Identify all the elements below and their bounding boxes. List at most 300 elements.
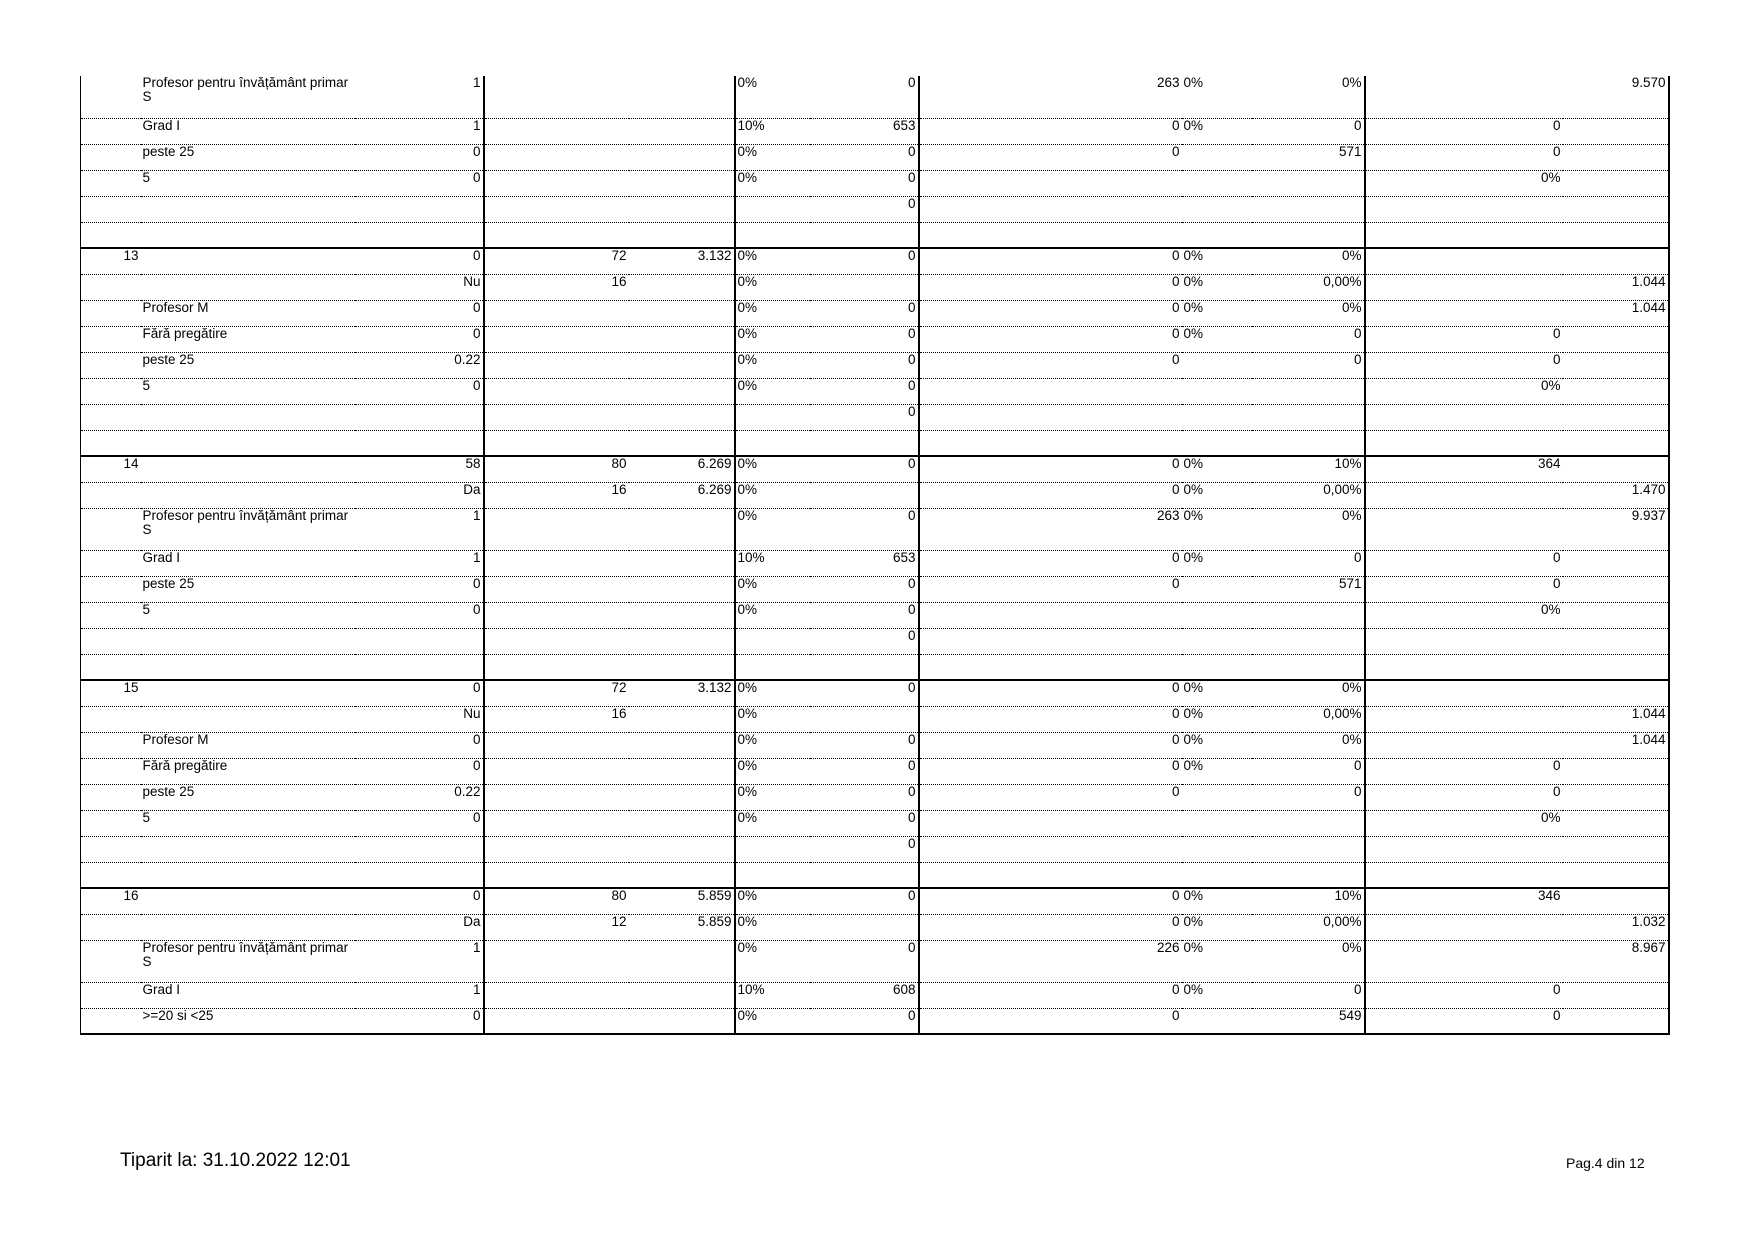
percent-cell: 0% <box>735 914 810 940</box>
value-cell: 0% <box>1252 248 1365 274</box>
value-cell: 0 <box>810 628 919 654</box>
value-cell: 0 <box>919 784 1182 810</box>
value-cell: 0 <box>810 732 919 758</box>
value-cell <box>355 836 484 862</box>
label-cell <box>141 628 355 654</box>
row-number-cell <box>81 378 141 404</box>
amount-cell: 1.032 <box>1563 914 1669 940</box>
value-cell: 0 <box>355 378 484 404</box>
table-row <box>81 706 1669 732</box>
value-cell <box>484 430 629 456</box>
value-cell: 0 <box>810 940 919 982</box>
percent-cell: 0% <box>1182 888 1252 914</box>
percent-cell <box>735 862 810 888</box>
percent-cell: 0% <box>1182 706 1252 732</box>
value-cell <box>484 404 629 430</box>
value-cell: Da <box>355 482 484 508</box>
value-cell <box>1252 196 1365 222</box>
value-cell: 1 <box>355 118 484 144</box>
percent-cell <box>1182 378 1252 404</box>
row-number-cell <box>81 550 141 576</box>
percent-cell: 0% <box>735 940 810 982</box>
percent-cell: 0% <box>1182 758 1252 784</box>
amount-cell <box>1563 144 1669 170</box>
value-cell: 653 <box>810 118 919 144</box>
value-cell <box>355 430 484 456</box>
value-cell <box>355 862 484 888</box>
amount-cell <box>1563 118 1669 144</box>
table-row <box>81 602 1669 628</box>
value-cell: 0% <box>1252 300 1365 326</box>
value-cell <box>1365 300 1563 326</box>
value-cell: 0.22 <box>355 784 484 810</box>
value-cell: 0.22 <box>355 352 484 378</box>
value-cell <box>919 836 1182 862</box>
percent-cell <box>735 628 810 654</box>
table-row <box>81 482 1669 508</box>
amount-cell <box>1563 836 1669 862</box>
label-cell: 5 <box>141 602 355 628</box>
amount-cell <box>1563 456 1669 482</box>
table-row <box>81 456 1669 482</box>
value-cell <box>484 144 629 170</box>
value-cell: 226 <box>919 940 1182 982</box>
table-row <box>81 888 1669 914</box>
value-cell: 346 <box>1365 888 1563 914</box>
value-cell <box>1252 836 1365 862</box>
percent-cell: 0% <box>1182 482 1252 508</box>
value-cell <box>810 482 919 508</box>
value-cell <box>629 222 735 248</box>
table-row <box>81 862 1669 888</box>
value-cell: 0 <box>810 836 919 862</box>
value-cell: 0 <box>919 550 1182 576</box>
percent-cell: 0% <box>735 248 810 274</box>
row-number-cell <box>81 430 141 456</box>
value-cell <box>919 222 1182 248</box>
row-number-cell <box>81 196 141 222</box>
value-cell: 0 <box>810 888 919 914</box>
label-cell: 5 <box>141 170 355 196</box>
amount-cell <box>1563 982 1669 1008</box>
label-cell <box>141 482 355 508</box>
value-cell: 0% <box>1365 810 1563 836</box>
value-cell <box>629 706 735 732</box>
value-cell <box>629 654 735 680</box>
label-cell <box>141 456 355 482</box>
value-cell: 0% <box>1365 378 1563 404</box>
value-cell: 364 <box>1365 456 1563 482</box>
label-cell <box>141 274 355 300</box>
value-cell: 263 <box>919 76 1182 118</box>
table-row <box>81 170 1669 196</box>
label-cell <box>141 914 355 940</box>
value-cell: 6.269 <box>629 456 735 482</box>
label-cell: Grad I <box>141 982 355 1008</box>
value-cell: 0,00% <box>1252 482 1365 508</box>
value-cell <box>919 602 1182 628</box>
value-cell: 0 <box>1252 758 1365 784</box>
value-cell: 6.269 <box>629 482 735 508</box>
value-cell <box>1365 706 1563 732</box>
value-cell: 0,00% <box>1252 274 1365 300</box>
value-cell <box>484 862 629 888</box>
label-cell: 5 <box>141 810 355 836</box>
value-cell <box>919 404 1182 430</box>
row-number-cell <box>81 352 141 378</box>
percent-cell: 0% <box>1182 248 1252 274</box>
row-number-cell: 14 <box>81 456 141 482</box>
value-cell: 10% <box>1252 888 1365 914</box>
print-timestamp: Tiparit la: 31.10.2022 12:01 <box>120 1150 351 1171</box>
row-number-cell <box>81 602 141 628</box>
percent-cell: 0% <box>1182 940 1252 982</box>
value-cell: 0 <box>919 888 1182 914</box>
percent-cell <box>1182 404 1252 430</box>
value-cell <box>1365 914 1563 940</box>
value-cell <box>1365 430 1563 456</box>
value-cell: 0 <box>919 300 1182 326</box>
value-cell: 0 <box>1365 576 1563 602</box>
value-cell <box>1365 628 1563 654</box>
table-row <box>81 144 1669 170</box>
value-cell: 0 <box>919 456 1182 482</box>
value-cell <box>1252 810 1365 836</box>
value-cell <box>355 404 484 430</box>
value-cell <box>1365 196 1563 222</box>
value-cell: 0 <box>355 810 484 836</box>
amount-cell <box>1563 576 1669 602</box>
value-cell <box>1252 602 1365 628</box>
percent-cell <box>1182 602 1252 628</box>
label-cell <box>141 248 355 274</box>
value-cell: 0 <box>1365 1008 1563 1034</box>
value-cell <box>629 628 735 654</box>
value-cell <box>1252 654 1365 680</box>
row-number-cell <box>81 982 141 1008</box>
percent-cell: 0% <box>735 326 810 352</box>
label-cell: peste 25 <box>141 352 355 378</box>
value-cell <box>484 378 629 404</box>
label-cell <box>141 654 355 680</box>
value-cell: 0 <box>1365 118 1563 144</box>
value-cell: 0% <box>1252 76 1365 118</box>
value-cell <box>484 576 629 602</box>
value-cell: 263 <box>919 508 1182 550</box>
value-cell <box>1252 404 1365 430</box>
percent-cell: 0% <box>1182 982 1252 1008</box>
value-cell: 0 <box>1365 326 1563 352</box>
value-cell <box>810 222 919 248</box>
value-cell <box>1365 404 1563 430</box>
value-cell <box>484 76 629 118</box>
amount-cell <box>1563 550 1669 576</box>
percent-cell <box>1182 1008 1252 1034</box>
table-row <box>81 1008 1669 1034</box>
value-cell <box>919 862 1182 888</box>
percent-cell <box>735 654 810 680</box>
amount-cell <box>1563 430 1669 456</box>
value-cell <box>629 326 735 352</box>
percent-cell <box>1182 430 1252 456</box>
value-cell: 0,00% <box>1252 706 1365 732</box>
value-cell: 16 <box>484 274 629 300</box>
table-row <box>81 300 1669 326</box>
value-cell <box>629 836 735 862</box>
value-cell <box>629 196 735 222</box>
value-cell: 0 <box>1252 784 1365 810</box>
table-row <box>81 222 1669 248</box>
percent-cell <box>1182 836 1252 862</box>
amount-cell <box>1563 404 1669 430</box>
amount-cell <box>1563 784 1669 810</box>
value-cell: 0 <box>810 170 919 196</box>
value-cell <box>484 222 629 248</box>
value-cell <box>484 654 629 680</box>
value-cell <box>810 914 919 940</box>
value-cell: 0 <box>919 758 1182 784</box>
value-cell: 0 <box>355 576 484 602</box>
value-cell <box>1365 482 1563 508</box>
value-cell <box>1252 430 1365 456</box>
table-row <box>81 758 1669 784</box>
row-number-cell <box>81 836 141 862</box>
value-cell <box>484 352 629 378</box>
value-cell <box>629 1008 735 1034</box>
value-cell: 0 <box>810 602 919 628</box>
table-row <box>81 248 1669 274</box>
value-cell: 0 <box>355 758 484 784</box>
value-cell: 0 <box>1365 144 1563 170</box>
label-cell <box>141 222 355 248</box>
value-cell <box>629 170 735 196</box>
row-number-cell <box>81 326 141 352</box>
value-cell: 0 <box>355 732 484 758</box>
percent-cell <box>1182 144 1252 170</box>
value-cell: 16 <box>484 482 629 508</box>
percent-cell: 0% <box>735 300 810 326</box>
label-cell: 5 <box>141 378 355 404</box>
value-cell: 12 <box>484 914 629 940</box>
value-cell <box>484 810 629 836</box>
value-cell: 80 <box>484 456 629 482</box>
percent-cell: 0% <box>735 378 810 404</box>
value-cell: 3.132 <box>629 680 735 706</box>
value-cell <box>629 300 735 326</box>
value-cell: 0% <box>1365 170 1563 196</box>
value-cell: 0 <box>919 118 1182 144</box>
value-cell: 0 <box>810 1008 919 1034</box>
value-cell <box>629 550 735 576</box>
row-number-cell <box>81 144 141 170</box>
percent-cell <box>1182 784 1252 810</box>
value-cell: 571 <box>1252 576 1365 602</box>
row-number-cell <box>81 170 141 196</box>
value-cell: 0 <box>919 352 1182 378</box>
value-cell: 0 <box>355 170 484 196</box>
value-cell: 0% <box>1252 508 1365 550</box>
row-number-cell <box>81 300 141 326</box>
value-cell: 0 <box>810 576 919 602</box>
label-cell <box>141 680 355 706</box>
value-cell <box>1252 378 1365 404</box>
table-row <box>81 508 1669 550</box>
value-cell: 608 <box>810 982 919 1008</box>
value-cell <box>810 654 919 680</box>
percent-cell <box>1182 170 1252 196</box>
table-row <box>81 680 1669 706</box>
label-cell <box>141 404 355 430</box>
value-cell: 0 <box>1365 758 1563 784</box>
value-cell <box>484 836 629 862</box>
value-cell: Nu <box>355 274 484 300</box>
table-row <box>81 732 1669 758</box>
percent-cell: 0% <box>735 144 810 170</box>
value-cell: 0 <box>810 144 919 170</box>
page-number: Pag.4 din 12 <box>1566 1155 1645 1171</box>
percent-cell: 10% <box>735 118 810 144</box>
row-number-cell <box>81 1008 141 1034</box>
value-cell <box>629 758 735 784</box>
label-cell <box>141 862 355 888</box>
value-cell: 1 <box>355 508 484 550</box>
percent-cell: 10% <box>735 982 810 1008</box>
value-cell: 0 <box>1252 118 1365 144</box>
value-cell: 0 <box>810 196 919 222</box>
value-cell <box>1365 274 1563 300</box>
value-cell: 0 <box>919 248 1182 274</box>
row-number-cell <box>81 706 141 732</box>
percent-cell: 0% <box>735 456 810 482</box>
percent-cell: 0% <box>1182 274 1252 300</box>
value-cell <box>810 706 919 732</box>
table-row <box>81 628 1669 654</box>
value-cell <box>629 144 735 170</box>
row-number-cell <box>81 482 141 508</box>
percent-cell: 0% <box>735 810 810 836</box>
value-cell: 0 <box>355 248 484 274</box>
percent-cell: 0% <box>735 482 810 508</box>
amount-cell: 1.044 <box>1563 732 1669 758</box>
percent-cell <box>1182 196 1252 222</box>
value-cell: 0 <box>919 706 1182 732</box>
table-row <box>81 810 1669 836</box>
value-cell <box>355 654 484 680</box>
label-cell: peste 25 <box>141 144 355 170</box>
value-cell <box>484 758 629 784</box>
value-cell <box>484 784 629 810</box>
value-cell: 72 <box>484 248 629 274</box>
percent-cell: 0% <box>735 758 810 784</box>
amount-cell <box>1563 326 1669 352</box>
label-cell: Grad I <box>141 118 355 144</box>
value-cell <box>629 378 735 404</box>
table-row <box>81 118 1669 144</box>
amount-cell <box>1563 862 1669 888</box>
row-number-cell <box>81 576 141 602</box>
value-cell <box>629 982 735 1008</box>
table-row <box>81 430 1669 456</box>
value-cell <box>1365 222 1563 248</box>
value-cell <box>629 940 735 982</box>
percent-cell <box>1182 810 1252 836</box>
percent-cell: 0% <box>735 732 810 758</box>
value-cell: 0 <box>355 888 484 914</box>
value-cell <box>484 550 629 576</box>
value-cell: 0 <box>810 508 919 550</box>
value-cell: 0 <box>919 982 1182 1008</box>
row-number-cell <box>81 508 141 550</box>
row-number-cell <box>81 222 141 248</box>
table-row <box>81 654 1669 680</box>
value-cell <box>919 196 1182 222</box>
value-cell <box>1365 836 1563 862</box>
amount-cell: 9.937 <box>1563 508 1669 550</box>
row-number-cell <box>81 76 141 118</box>
value-cell: 0 <box>919 914 1182 940</box>
value-cell: 0 <box>1252 352 1365 378</box>
amount-cell: 1.044 <box>1563 706 1669 732</box>
value-cell: 0 <box>810 352 919 378</box>
value-cell <box>355 196 484 222</box>
value-cell: 653 <box>810 550 919 576</box>
value-cell: Nu <box>355 706 484 732</box>
data-table <box>80 76 1670 1035</box>
value-cell <box>919 378 1182 404</box>
table-row <box>81 982 1669 1008</box>
value-cell: 0 <box>810 248 919 274</box>
value-cell: 16 <box>484 706 629 732</box>
amount-cell <box>1563 196 1669 222</box>
value-cell <box>629 810 735 836</box>
value-cell: 549 <box>1252 1008 1365 1034</box>
percent-cell: 0% <box>735 170 810 196</box>
amount-cell: 1.044 <box>1563 300 1669 326</box>
value-cell <box>1365 940 1563 982</box>
value-cell <box>629 732 735 758</box>
label-cell: Fără pregătire <box>141 758 355 784</box>
value-cell: 0,00% <box>1252 914 1365 940</box>
label-cell: Profesor M <box>141 300 355 326</box>
value-cell: 0 <box>810 784 919 810</box>
label-cell <box>141 706 355 732</box>
value-cell: 0 <box>919 144 1182 170</box>
row-number-cell <box>81 784 141 810</box>
value-cell <box>1365 862 1563 888</box>
value-cell <box>919 628 1182 654</box>
value-cell: 80 <box>484 888 629 914</box>
amount-cell <box>1563 1008 1669 1034</box>
percent-cell: 0% <box>735 680 810 706</box>
value-cell: 5.859 <box>629 914 735 940</box>
percent-cell: 0% <box>735 888 810 914</box>
value-cell <box>355 222 484 248</box>
table-row <box>81 326 1669 352</box>
row-number-cell <box>81 914 141 940</box>
value-cell: 0 <box>1365 352 1563 378</box>
value-cell <box>484 326 629 352</box>
amount-cell <box>1563 654 1669 680</box>
percent-cell <box>735 430 810 456</box>
value-cell: 0 <box>919 680 1182 706</box>
percent-cell <box>735 836 810 862</box>
value-cell: 0% <box>1252 680 1365 706</box>
value-cell <box>484 118 629 144</box>
value-cell: 0 <box>355 300 484 326</box>
value-cell: 0 <box>1365 550 1563 576</box>
row-number-cell <box>81 862 141 888</box>
label-cell <box>141 430 355 456</box>
